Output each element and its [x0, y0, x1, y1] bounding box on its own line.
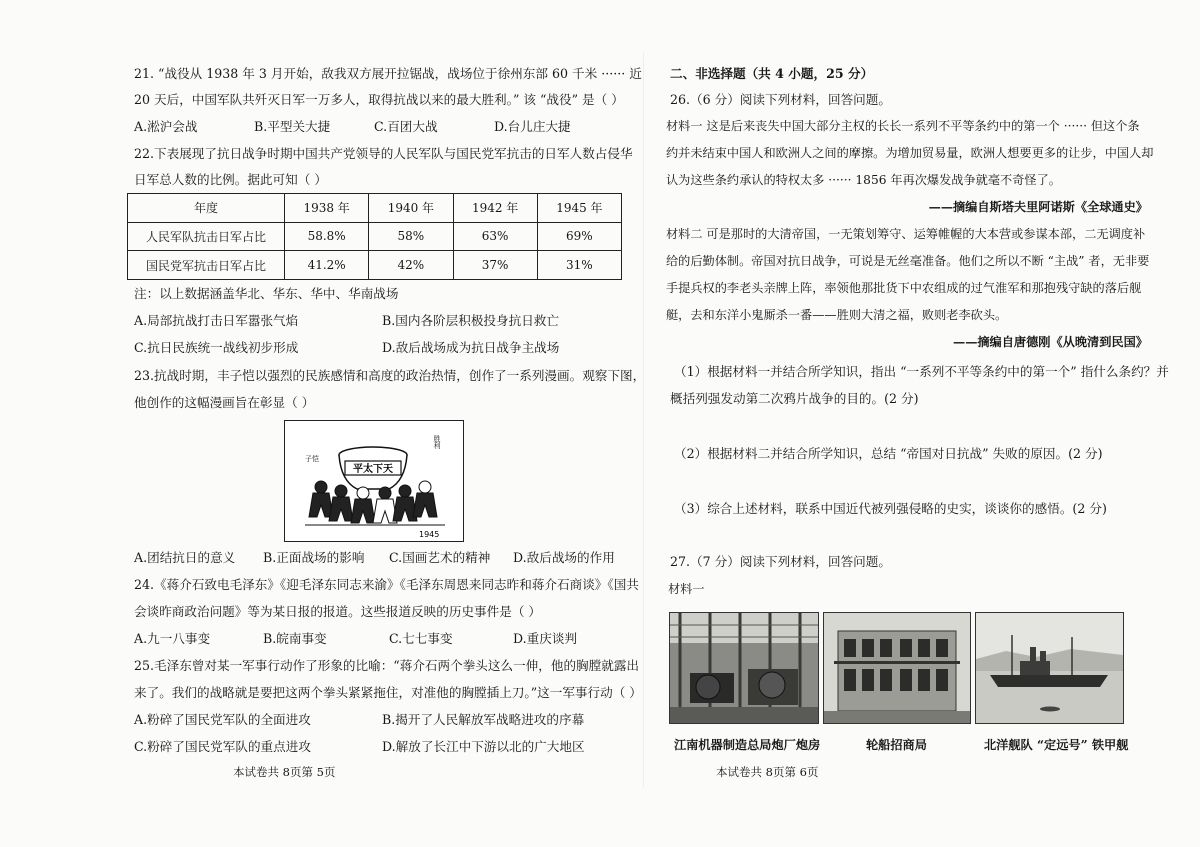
left-page-footer: 本试卷共 8页第 5页	[233, 765, 336, 779]
q22-option-c[interactable]: C.抗日民族统一战线初步形成	[134, 340, 299, 355]
q26-material2-line1: 材料二 可是那时的大清帝国，一无策划筹守、运筹帷幄的大本营或参谋本部，二无调度补	[666, 227, 1146, 241]
table-cell: 69%	[537, 222, 621, 251]
table-header-cell: 1942 年	[453, 194, 537, 223]
q21-option-b[interactable]: B.平型关大捷	[254, 119, 331, 134]
q22-note: 注：以上数据涵盖华北、华东、华中、华南战场	[134, 286, 399, 301]
table-header-cell: 年度	[128, 194, 285, 223]
q22-stem-line1: 22.下表展现了抗日战争时期中国共产党领导的人民军队与国民党军抗击的日军人数占侵华	[134, 146, 633, 161]
q22-stem-line2: 日军总人数的比例。据此可知（ ）	[134, 172, 327, 187]
photo-caption-1: 江南机器制造总局炮厂炮房	[674, 738, 821, 752]
q25-option-b[interactable]: B.揭开了人民解放军战略进攻的序幕	[382, 712, 585, 727]
table-row	[128, 251, 622, 280]
table-cell: 31%	[537, 251, 621, 280]
q25-option-c[interactable]: C.粉碎了国民党军队的重点进攻	[134, 739, 311, 754]
photo-caption-3: 北洋舰队 “定远号” 铁甲舰	[984, 738, 1129, 752]
q26-material2-line3: 手提兵权的李老头亲牌上阵，率领他那批货下中农组成的过气淮军和那抱残守缺的落后舰	[666, 281, 1142, 295]
q21-option-a[interactable]: A.淞沪会战	[134, 119, 198, 134]
table-row-label: 国民党军抗击日军占比	[128, 251, 285, 280]
table-cell: 41.2%	[285, 251, 369, 280]
table-header-cell: 1945 年	[537, 194, 621, 223]
table-cell: 42%	[369, 251, 453, 280]
q21-stem-line2: 20 天后，中国军队共歼灭日军一万多人，取得抗战以来的最大胜利。” 该 “战役” 是（ ）	[134, 92, 624, 107]
cartoon-banner-text: 平太下天	[353, 464, 393, 475]
q22-option-b[interactable]: B.国内各阶层积极投身抗日救亡	[382, 313, 559, 328]
q22-option-a[interactable]: A.局部抗战打击日军嚣张气焰	[134, 313, 299, 328]
table-row-label: 人民军队抗击日军占比	[128, 222, 285, 251]
table-cell: 37%	[453, 251, 537, 280]
q26-material1-line1: 材料一 这是后来丧失中国大部分主权的长长一系列不平等条约中的第一个 ······ 但这个条	[666, 119, 1140, 133]
table-header-cell: 1940 年	[369, 194, 453, 223]
q21-option-d[interactable]: D.台儿庄大捷	[494, 119, 571, 134]
q24-stem-line1: 24.《蒋介石致电毛泽东》《迎毛泽东同志来渝》《毛泽东周恩来同志昨和蒋介石商谈》《国共	[134, 577, 639, 592]
q23-option-a[interactable]: A.团结抗日的意义	[134, 550, 236, 565]
q23-option-c[interactable]: C.国画艺术的精神	[389, 550, 491, 565]
q25-option-d[interactable]: D.解放了长江中下游以北的广大地区	[382, 739, 585, 754]
table-header-row	[128, 194, 622, 223]
q26-material1-line3: 认为这些条约承认的特权太多 ······ 1856 年再次爆发战争就毫不奇怪了。	[666, 173, 1061, 187]
q23-stem-line2: 他创作的这幅漫画旨在彰显（ ）	[134, 395, 315, 410]
cartoon-year: 1945	[419, 530, 440, 539]
table-cell: 58.8%	[285, 222, 369, 251]
q24-option-b[interactable]: B.皖南事变	[263, 631, 327, 646]
right-page-footer: 本试卷共 8页第 6页	[716, 765, 819, 779]
q23-option-d[interactable]: D.敌后战场的作用	[513, 550, 615, 565]
photo-dingyuan-ironclad	[975, 612, 1124, 724]
photo-caption-2: 轮船招商局	[866, 738, 927, 752]
q24-option-c[interactable]: C.七七事变	[389, 631, 453, 646]
q23-stem-line1: 23.抗战时期，丰子恺以强烈的民族感情和高度的政治热情，创作了一系列漫画。观察下图，	[134, 368, 646, 383]
q26-sub1-line1: （1）根据材料一并结合所学知识，指出 “一系列不平等条约中的第一个” 指什么条约？并	[674, 364, 1169, 379]
q21-option-c[interactable]: C.百团大战	[374, 119, 438, 134]
table-row	[128, 222, 622, 251]
q24-stem-line2: 会谈昨商政治问题》等为某日报的报道。这些报道反映的历史事件是（ ）	[134, 604, 542, 619]
svg-text:胜利: 胜利	[433, 435, 441, 449]
page-divider	[643, 52, 644, 787]
cartoon-drawing	[285, 421, 463, 541]
q26-material2-line2: 给的后勤体制。帝国对抗日战争，可说是无丝毫准备。他们之所以不断 “主战” 者，无非要	[666, 254, 1150, 268]
q27-material1-label: 材料一	[668, 582, 705, 596]
q27-head: 27.（7 分）阅读下列材料，回答问题。	[670, 554, 891, 569]
table-cell: 58%	[369, 222, 453, 251]
q21-stem-line1: 21. “战役从 1938 年 3 月开始，敌我双方展开拉锯战，战场位于徐州东部 60 千米 ······ 近	[134, 66, 642, 81]
q22-data-table	[127, 193, 622, 280]
q24-option-d[interactable]: D.重庆谈判	[513, 631, 578, 646]
table-cell: 63%	[453, 222, 537, 251]
q25-stem-line2: 来了。我们的战略就是要把这两个拳头紧紧拖住，对准他的胸膛插上刀。”这一军事行动（ ）	[134, 685, 642, 700]
q26-material1-line2: 约并未结束中国人和欧洲人之间的摩擦。为增加贸易量，欧洲人想要更多的让步，中国人却	[666, 146, 1154, 160]
q26-sub3: （3）综合上述材料，联系中国近代被列强侵略的史实，谈谈你的感悟。(2 分)	[674, 501, 1107, 516]
photo-jiangnan-arsenal	[669, 612, 819, 724]
q26-sub2: （2）根据材料二并结合所学知识，总结 “帝国对日抗战” 失败的原因。(2 分)	[674, 446, 1103, 461]
q24-option-a[interactable]: A.九一八事变	[134, 631, 211, 646]
q26-sub1-line2: 概括列强发动第二次鸦片战争的目的。(2 分)	[670, 391, 919, 406]
q26-material2-source: ——摘编自唐德刚《从晚清到民国》	[953, 335, 1148, 349]
section-title: 二、非选择题（共 4 小题，25 分）	[670, 66, 874, 81]
svg-text:子恺: 子恺	[305, 455, 319, 463]
q26-head: 26.（6 分）阅读下列材料，回答问题。	[670, 92, 891, 107]
q26-material2-line4: 艇，去和东洋小鬼厮杀一番——胜则大清之福，败则老李砍头。	[666, 308, 1008, 322]
q25-option-a[interactable]: A.粉碎了国民党军队的全面进攻	[134, 712, 311, 727]
q25-stem-line1: 25.毛泽东曾对某一军事行动作了形象的比喻：“蒋介石两个拳头这么一伸，他的胸膛就露出	[134, 658, 640, 673]
q22-option-d[interactable]: D.敌后战场成为抗日战争主战场	[382, 340, 560, 355]
q26-material1-source: ——摘编自斯塔夫里阿诺斯《全球通史》	[928, 200, 1148, 214]
photo-merchants-bureau	[823, 612, 971, 724]
table-header-cell: 1938 年	[285, 194, 369, 223]
q23-option-b[interactable]: B.正面战场的影响	[263, 550, 365, 565]
cartoon-image	[284, 420, 464, 542]
